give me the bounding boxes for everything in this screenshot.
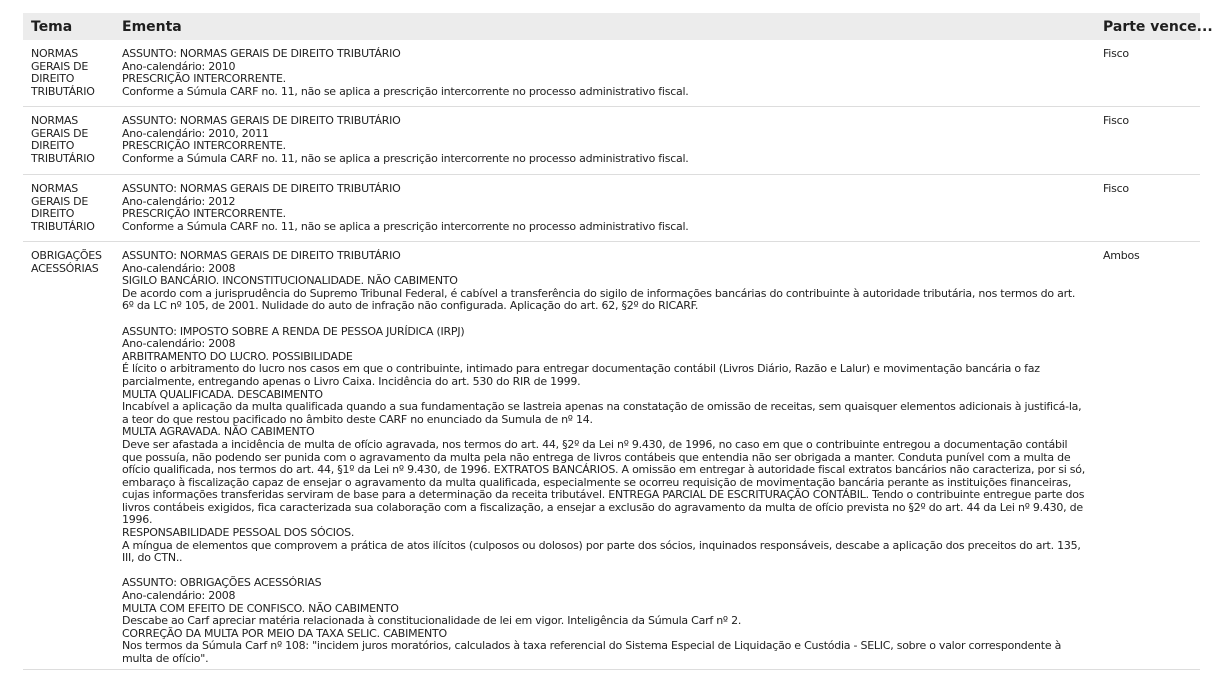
ementa-titulo: PRESCRIÇÃO INTERCORRENTE. bbox=[122, 139, 286, 153]
ementa-texto: Conforme a Súmula CARF no. 11, não se aplica a prescrição intercorrente no processo administrativo fiscal. bbox=[122, 151, 689, 165]
cell-parte-vencedora: Fisco bbox=[1103, 182, 1129, 195]
ementa-titulo: MULTA COM EFEITO DE CONFISCO. NÃO CABIMENTO bbox=[122, 601, 399, 615]
spacer bbox=[122, 313, 1090, 326]
ementa-assunto: ASSUNTO: IMPOSTO SOBRE A RENDA DE PESSOA JURÍDICA (IRPJ) bbox=[122, 324, 465, 338]
ementa-ano: Ano-calendário: 2008 bbox=[122, 589, 236, 603]
ementa-texto: Incabível a aplicação da multa qualificada quando a sua fundamentação se lastreia apenas na constatação de omissão de receitas, sem quaisquer elementos adicionais à justificá-la, a teor do que restou pacificado no âmbito deste CARF no enunciado da Sumula de nº 14. bbox=[122, 400, 1082, 426]
ementa-ano: Ano-calendário: 2010, 2011 bbox=[122, 126, 269, 140]
ementa-texto: Conforme a Súmula CARF no. 11, não se aplica a prescrição intercorrente no processo administrativo fiscal. bbox=[122, 84, 689, 98]
ementa-texto: É lícito o arbitramento do lucro nos casos em que o contribuinte, intimado para entregar documentação contábil (Livros Diário, Razão e Lalur) e movimentação bancária o faz parcialmente, entregando apenas o Livro Caixa. Incidência do art. 530 do RIR de 1999. bbox=[122, 362, 1040, 388]
ementa-assunto: ASSUNTO: NORMAS GERAIS DE DIREITO TRIBUTÁRIO bbox=[122, 182, 401, 195]
ementa-titulo: PRESCRIÇÃO INTERCORRENTE. bbox=[122, 72, 286, 86]
ementa-texto: Deve ser afastada a incidência de multa de ofício agravada, nos termos do art. 44, §2º da Lei nº 9.430, de 1996, no caso em que o contribuinte entregou a documentação contábil que possuía, não podendo ser punida com o agravamento da multa pela não entrega de livros contábeis que entendia não ser obrigada a manter. Conduta punível com a multa de ofício qualificada, nos termos do art. 44, §1º da Lei nº 9.430, de 1996. EXTRATOS BANCÁRIOS. A omissão em entregar à autoridade fiscal extratos bancários não caracteriza, por si só, embaraço à fiscalização capaz de ensejar o agravamento da multa qualificada, especialmente se ocorreu requisição de movimentação bancária perante as instituições financeiras, cujas informações transferidas serviram de base para a determinação da receita tributável. ENTREGA PARCIAL DE ESCRITURAÇÃO CONTÁBIL. Tendo o contribuinte entregue parte dos livros contábeis exigidos, fica caracterizada sua colaboração com a fiscalização, a ensejar a exclusão do agravamento da multa de ofício prevista no §2º do art. 44 da Lei nº 9.430, de 1996. bbox=[122, 437, 1085, 527]
ementa-texto: Descabe ao Carf apreciar matéria relacionada à constitucionalidade de lei em vigor. Inteligência da Súmula Carf nº 2. bbox=[122, 614, 742, 628]
results-table bbox=[23, 13, 1213, 670]
cell-tema: NORMAS GERAIS DE DIREITO TRIBUTÁRIO bbox=[31, 182, 95, 233]
table-row[interactable] bbox=[23, 175, 1200, 242]
ementa-assunto: ASSUNTO: NORMAS GERAIS DE DIREITO TRIBUTÁRIO bbox=[122, 249, 401, 262]
ementa-texto: Conforme a Súmula CARF no. 11, não se aplica a prescrição intercorrente no processo administrativo fiscal. bbox=[122, 219, 689, 233]
ementa-ano: Ano-calendário: 2012 bbox=[122, 194, 236, 208]
table-row[interactable] bbox=[23, 242, 1200, 670]
cell-tema: NORMAS GERAIS DE DIREITO TRIBUTÁRIO bbox=[31, 47, 95, 98]
cell-tema: NORMAS GERAIS DE DIREITO TRIBUTÁRIO bbox=[31, 114, 95, 165]
ementa-assunto: ASSUNTO: OBRIGAÇÕES ACESSÓRIAS bbox=[122, 576, 322, 590]
ementa-texto: A míngua de elementos que comprovem a prática de atos ilícitos (culposos ou dolosos) por parte dos sócios, inquinados responsáveis, descabe a aplicação dos preceitos do art. 135, III, do CTN.. bbox=[122, 538, 1081, 565]
column-header-ementa[interactable]: Ementa bbox=[122, 19, 182, 35]
ementa-titulo: ARBITRAMENTO DO LUCRO. POSSIBILIDADE bbox=[122, 349, 353, 363]
table-header bbox=[23, 13, 1213, 40]
column-header-parte-vencedora[interactable]: Parte vence... bbox=[1103, 19, 1213, 35]
cell-ementa bbox=[122, 48, 1090, 98]
column-header-tema[interactable]: Tema bbox=[31, 19, 73, 35]
ementa-ano: Ano-calendário: 2010 bbox=[122, 59, 236, 73]
cell-ementa bbox=[122, 250, 1090, 666]
ementa-ano: Ano-calendário: 2008 bbox=[122, 261, 236, 275]
cell-ementa bbox=[122, 183, 1090, 233]
ementa-titulo: CORREÇÃO DA MULTA POR MEIO DA TAXA SELIC. CABIMENTO bbox=[122, 626, 447, 640]
ementa-titulo: MULTA QUALIFICADA. DESCABIMENTO bbox=[122, 387, 323, 401]
cell-parte-vencedora: Ambos bbox=[1103, 249, 1140, 262]
cell-tema: OBRIGAÇÕES ACESSÓRIAS bbox=[31, 249, 102, 275]
cell-ementa bbox=[122, 115, 1090, 165]
ementa-titulo: PRESCRIÇÃO INTERCORRENTE. bbox=[122, 207, 286, 221]
cell-parte-vencedora: Fisco bbox=[1103, 47, 1129, 60]
ementa-assunto: ASSUNTO: NORMAS GERAIS DE DIREITO TRIBUTÁRIO bbox=[122, 114, 401, 127]
table-row[interactable] bbox=[23, 107, 1200, 175]
ementa-titulo: SIGILO BANCÁRIO. INCONSTITUCIONALIDADE. NÃO CABIMENTO bbox=[122, 274, 458, 288]
ementa-texto: De acordo com a jurisprudência do Supremo Tribunal Federal, é cabível a transferência do sigilo de informações bancárias do contribuinte à autoridade tributária, nos termos do art. 6º da LC nº 105, de 2001. Nulidade do auto de infração não configurada. Aplicação do art. 62, §2º do RICARF. bbox=[122, 286, 1076, 313]
ementa-ano: Ano-calendário: 2008 bbox=[122, 337, 236, 351]
ementa-assunto: ASSUNTO: NORMAS GERAIS DE DIREITO TRIBUTÁRIO bbox=[122, 47, 401, 60]
ementa-titulo: MULTA AGRAVADA. NÃO CABIMENTO bbox=[122, 425, 315, 439]
cell-parte-vencedora: Fisco bbox=[1103, 114, 1129, 127]
table-row[interactable] bbox=[23, 40, 1200, 107]
ementa-titulo: RESPONSABILIDADE PESSOAL DOS SÓCIOS. bbox=[122, 526, 355, 540]
ementa-texto: Nos termos da Súmula Carf nº 108: "incidem juros moratórios, calculados à taxa referencial do Sistema Especial de Liquidação e Custódia - SELIC, sobre o valor correspondente à multa de ofício". bbox=[122, 639, 1062, 665]
